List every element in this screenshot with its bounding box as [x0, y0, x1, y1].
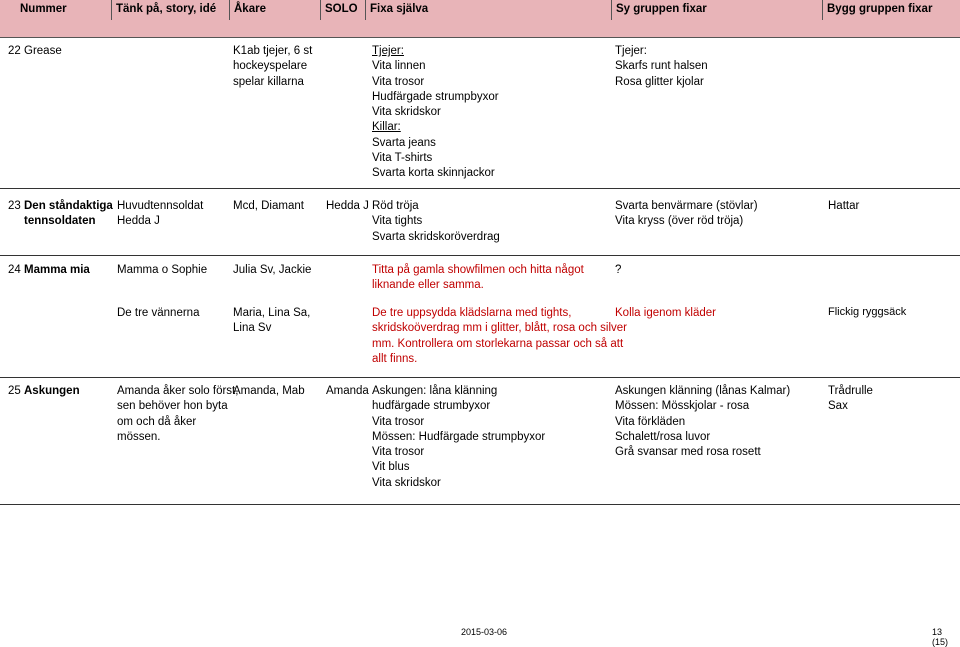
- header-akare: Åkare: [230, 0, 321, 20]
- cell-tank: Amanda åker solo först, sen behöver hon byta om och då åker mössen.: [117, 385, 239, 443]
- row-number: 22: [8, 45, 21, 57]
- row-divider: [0, 188, 960, 189]
- row-title: Grease: [24, 45, 62, 57]
- cell-fixa: De tre uppsydda klädslarna med tights, skridskoöverdrag mm i glitter, blått, rosa och silver mm. Kontrollera om storlekarna passar och så att allt finns.: [372, 307, 628, 365]
- header-fixa: Fixa själva: [366, 0, 612, 20]
- table-header: [0, 0, 960, 21]
- row-number: 23: [8, 200, 21, 212]
- cell-akare: Mcd, Diamant: [233, 200, 304, 212]
- cell-sy: Svarta benvärmare (stövlar) Vita kryss (över röd tröja): [615, 200, 758, 228]
- header-solo: SOLO: [321, 0, 366, 20]
- header-sy: Sy gruppen fixar: [612, 0, 823, 20]
- cell-tank: Huvudtennsoldat Hedda J: [117, 200, 204, 228]
- cell-fixa: Askungen: låna klänning hudfärgade strumbyxor Vita trosor Mössen: Hudfärgade strumpbyxor Vita trosor Vit blus Vita skridskor: [372, 385, 546, 489]
- cell-fixa: Titta på gamla showfilmen och hitta något liknande eller samma.: [372, 264, 584, 292]
- cell-akare: Amanda, Mab: [233, 385, 305, 397]
- cell-bygg: Trådrulle Sax: [828, 385, 873, 413]
- header-nummer: Nummer: [0, 0, 112, 20]
- cell-sy: Kolla igenom kläder: [615, 307, 717, 319]
- cell-solo: Hedda J: [326, 200, 369, 212]
- cell-solo: Amanda: [326, 385, 369, 397]
- cell-sy: Tjejer: Skarfs runt halsen Rosa glitter kjolar: [615, 45, 708, 88]
- row-divider: [0, 504, 960, 505]
- row-number: 24: [8, 264, 21, 276]
- cell-tank: De tre vännerna: [117, 307, 200, 319]
- cell-bygg: Flickig ryggsäck: [828, 306, 907, 318]
- header-bygg: Bygg gruppen fixar: [827, 3, 933, 15]
- footer-page: 13 (15): [932, 627, 949, 647]
- row-divider: [0, 377, 960, 378]
- cell-sy: Askungen klänning (lånas Kalmar) Mössen: Mösskjolar - rosa Vita förkläden Schalett/rosa luvor Grå svansar med rosa rosett: [615, 385, 791, 459]
- cell-bygg: Hattar: [828, 200, 860, 212]
- header-tank: Tänk på, story, idé: [112, 0, 230, 20]
- footer-date: 2015-03-06: [461, 627, 508, 637]
- cell-akare: Julia Sv, Jackie: [233, 264, 312, 276]
- cell-fixa: Röd tröja Vita tights Svarta skridskoröverdrag: [372, 200, 500, 243]
- cell-fixa: Tjejer: Vita linnen Vita trosor Hudfärgade strumpbyxor Vita skridskor Killar: Svarta jeans Vita T-shirts Svarta korta skinnjackor: [372, 45, 499, 180]
- cell-tank: Mamma o Sophie: [117, 264, 208, 276]
- row-number: 25: [8, 385, 21, 397]
- cell-akare: Maria, Lina Sa, Lina Sv: [233, 307, 311, 335]
- row-title: Askungen: [24, 385, 80, 397]
- header-spacer: [0, 20, 960, 38]
- row-divider: [0, 255, 960, 256]
- cell-sy: ?: [615, 264, 622, 276]
- cell-akare: K1ab tjejer, 6 st hockeyspelare spelar killarna: [233, 45, 313, 88]
- row-title: Mamma mia: [24, 264, 90, 276]
- row-title: Den ståndaktiga tennsoldaten: [24, 200, 113, 228]
